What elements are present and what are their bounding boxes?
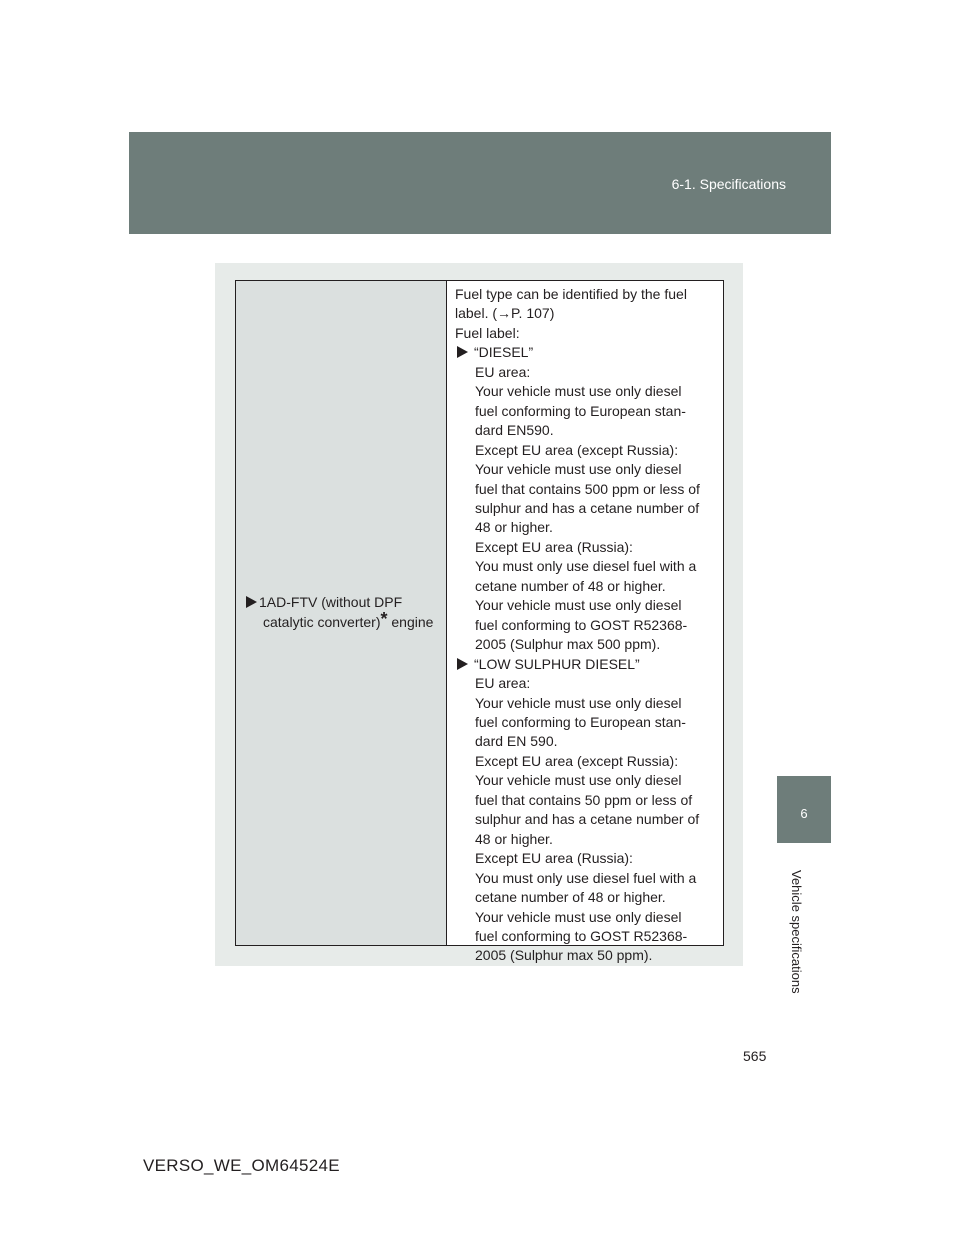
fuel-option-line: fuel conforming to European stan- [475,713,686,730]
fuel-option-label: “LOW SULPHUR DIESEL” [474,655,640,672]
fuel-option-line: sulphur and has a cetane number of [475,811,700,828]
engine-line-2-end: engine [387,614,434,630]
fuel-option-line: fuel that contains 500 ppm or less of [475,480,700,497]
fuel-option-line: fuel that contains 50 ppm or less of [475,791,693,808]
chapter-label: Vehicle specifications [789,870,804,994]
fuel-option-line: Except EU area (except Russia): [475,441,679,458]
triangle-bullet-icon [246,596,257,608]
page-header [129,132,831,234]
intro-line: Fuel label: [455,324,520,341]
fuel-option-line: 48 or higher. [475,830,553,847]
fuel-option-line: Your vehicle must use only diesel [475,383,682,400]
fuel-option-line: Your vehicle must use only diesel [475,597,682,614]
fuel-option-line: EU area: [475,675,531,692]
fuel-option-line: EU area: [475,363,531,380]
fuel-option-line: Except EU area (Russia): [475,850,633,867]
fuel-option-line: fuel conforming to GOST R52368- [475,927,688,944]
fuel-option-line: fuel conforming to European stan- [475,402,686,419]
fuel-option-line: Your vehicle must use only diesel [475,694,682,711]
chapter-number: 6 [800,806,808,821]
fuel-option-line: You must only use diesel fuel with a [475,558,697,575]
fuel-option-heading [455,343,720,362]
fuel-info-cell [447,281,723,964]
fuel-option-line: cetane number of 48 or higher. [475,889,666,906]
fuel-option-line: You must only use diesel fuel with a [475,869,697,886]
triangle-bullet-icon [457,346,468,358]
document-code: VERSO_WE_OM64524E [143,1156,340,1175]
fuel-option-line: sulphur and has a cetane number of [475,499,700,516]
engine-line-2: catalytic converter) [263,614,381,630]
page-number: 565 [743,1048,767,1064]
triangle-bullet-icon [457,658,468,670]
fuel-option-line: Except EU area (Russia): [475,538,633,555]
fuel-option-line: Your vehicle must use only diesel [475,908,682,925]
fuel-option-line: 48 or higher. [475,519,553,536]
fuel-option-line: 2005 (Sulphur max 500 ppm). [475,636,661,653]
fuel-option-line: 2005 (Sulphur max 50 ppm). [475,947,653,964]
fuel-option-label: “DIESEL” [474,344,534,361]
fuel-info-text [455,285,720,966]
fuel-option-line: Your vehicle must use only diesel [475,772,682,789]
engine-cell [236,281,447,945]
chapter-tab [777,776,831,843]
engine-line-1: 1AD-FTV (without DPF [259,594,403,610]
fuel-option-line: dard EN 590. [475,733,558,750]
fuel-spec-table [235,280,724,964]
fuel-option-line: dard EN590. [475,422,554,439]
fuel-option-line: Except EU area (except Russia): [475,752,679,769]
fuel-option-line: fuel conforming to GOST R52368- [475,616,688,633]
intro-line: Fuel type can be identified by the fuel [455,286,687,302]
intro-line: label. (→P. 107) [455,305,555,322]
section-title: 6-1. Specifications [671,176,786,192]
asterisk-mark: * [380,609,388,629]
fuel-option-line: cetane number of 48 or higher. [475,577,666,594]
fuel-option-line: Your vehicle must use only diesel [475,461,682,478]
engine-label [246,592,446,632]
fuel-option-heading [455,655,720,674]
